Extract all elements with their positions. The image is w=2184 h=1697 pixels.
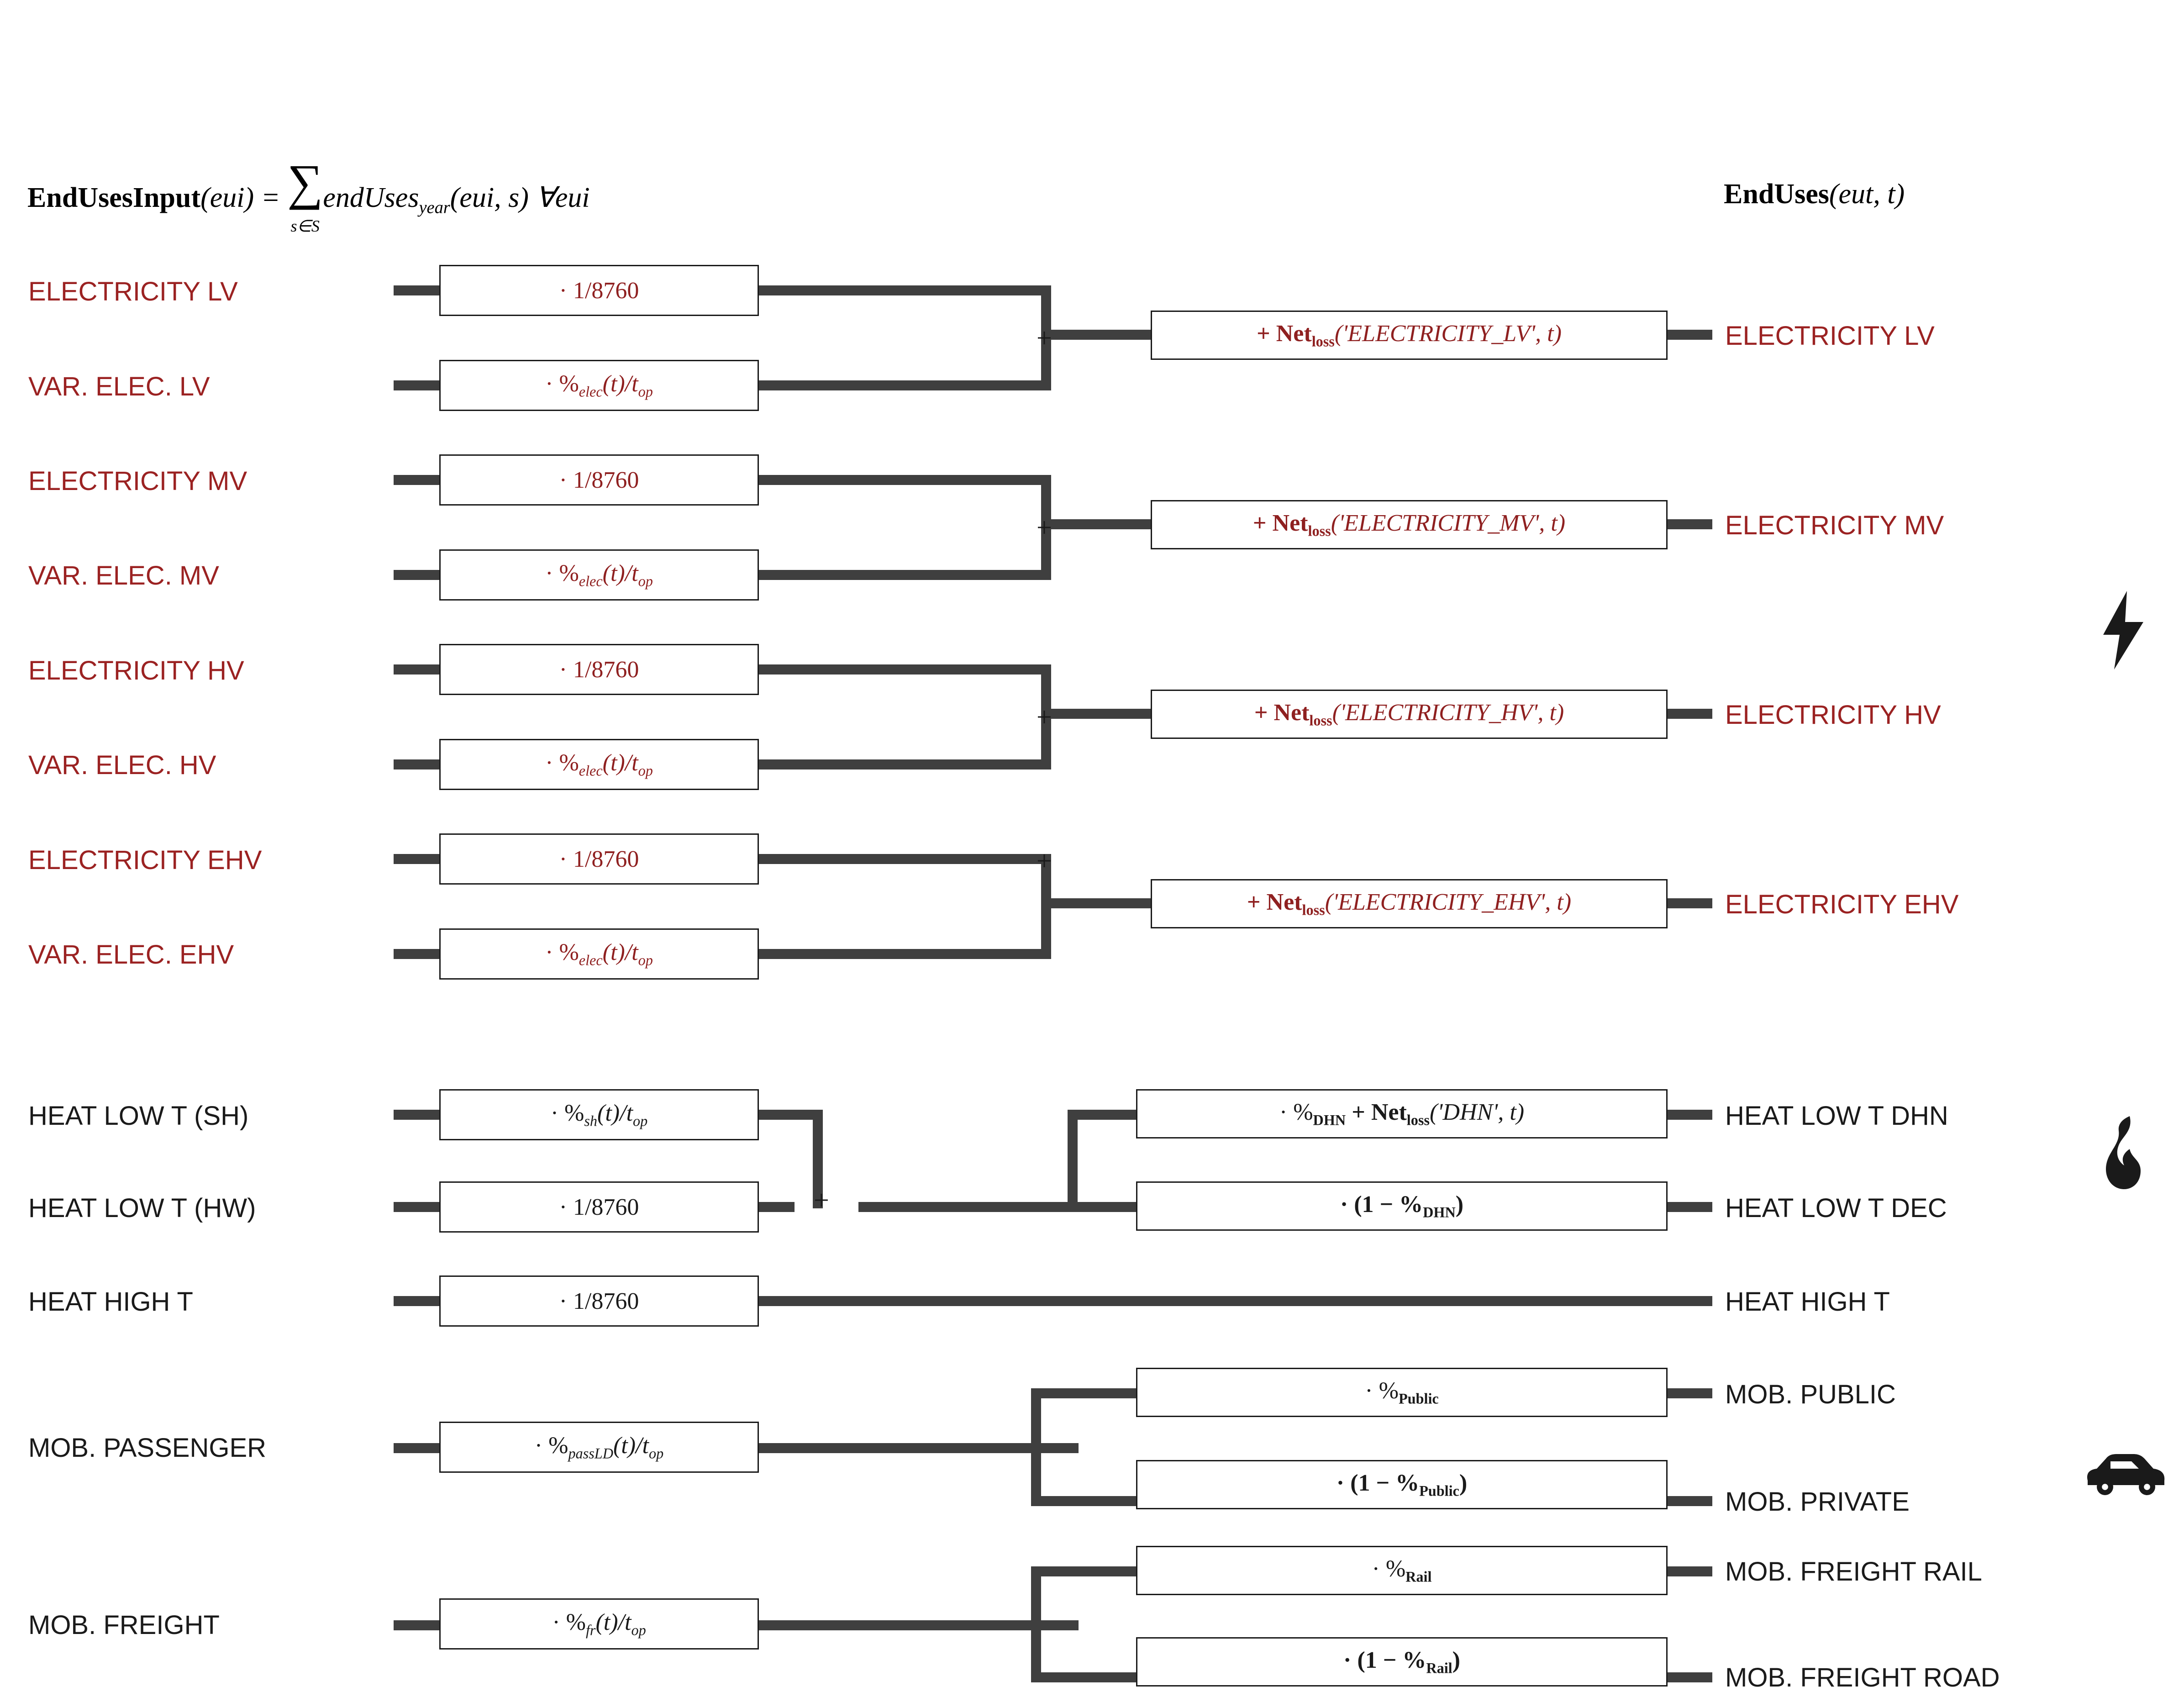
factor-text: · $\%_{passLD}(t)/t_{op}$ <box>534 1433 664 1462</box>
connector-stub <box>394 854 439 864</box>
factor-box-electricity-hv[interactable] <box>439 644 759 695</box>
split-box-mob-freight-rail[interactable] <box>1136 1546 1668 1595</box>
factor-text: · 1/8760 <box>559 846 639 872</box>
connector-stub <box>1668 1672 1712 1682</box>
connector-stub <box>1668 898 1712 908</box>
connector-stub <box>1078 898 1151 908</box>
connector-run <box>759 1202 795 1212</box>
input-label-mob-passenger: MOB. PASSENGER <box>28 1433 267 1463</box>
input-label-electricity-mv: ELECTRICITY MV <box>28 466 247 496</box>
output-label-electricity-hv: ELECTRICITY HV <box>1725 700 1941 730</box>
netloss-box-electricity-ehv[interactable] <box>1151 879 1668 928</box>
factor-box-var-elec-hv[interactable] <box>439 739 759 790</box>
connector-split-bottom <box>1068 1202 1136 1212</box>
plus-sign-heat: + <box>814 1185 829 1215</box>
connector-merge-out <box>1041 898 1078 908</box>
factor-box-var-elec-mv[interactable] <box>439 549 759 601</box>
plus-sign-lv: + <box>1037 323 1052 353</box>
connector-split <box>1031 1388 1041 1506</box>
connector-run <box>759 854 1051 864</box>
left-header-name: EndUsesInput <box>27 182 201 214</box>
connector-stub <box>1668 1566 1712 1576</box>
right-header-title <box>1724 178 1905 211</box>
connector-split-bottom <box>1031 1672 1136 1682</box>
plus-sign-mv: + <box>1037 512 1052 543</box>
connector-stub <box>394 759 439 769</box>
connector-run <box>759 380 1051 390</box>
split-box-heat-low-t-dec[interactable] <box>1136 1181 1668 1231</box>
factor-text: · $\%_{fr}(t)/t_{op}$ <box>552 1609 646 1639</box>
connector-stub <box>1668 1496 1712 1506</box>
output-label-heat-low-t-dhn: HEAT LOW T DHN <box>1725 1101 1948 1131</box>
connector-split-top <box>1068 1110 1136 1120</box>
connector-run <box>759 664 1051 675</box>
right-header-name: EndUses <box>1724 179 1829 210</box>
output-label-mob-private: MOB. PRIVATE <box>1725 1487 1910 1517</box>
factor-text: · $\%_{elec}(t)/t_{op}$ <box>545 560 653 590</box>
connector-stub <box>394 1296 439 1306</box>
input-label-var-elec-hv: VAR. ELEC. HV <box>28 750 216 780</box>
plus-sign-hv: + <box>1037 702 1052 732</box>
connector-stub <box>1668 1110 1712 1120</box>
connector-stub <box>1668 709 1712 719</box>
netloss-text: + Net$_{loss}$('ELECTRICITY_HV', t) <box>1254 700 1564 729</box>
split-formula-text: · $\%_{DHN} + Net_{loss}('DHN'$, t) <box>1279 1099 1525 1128</box>
output-label-heat-high-t: HEAT HIGH T <box>1725 1287 1890 1317</box>
factor-box-var-elec-ehv[interactable] <box>439 928 759 980</box>
right-header-arg: (eut, t) <box>1829 179 1905 210</box>
factor-box-electricity-ehv[interactable] <box>439 833 759 885</box>
netloss-text: + Net$_{loss}$('ELECTRICITY_EHV', t) <box>1247 889 1572 918</box>
connector-stub <box>1668 1388 1712 1398</box>
factor-box-electricity-lv[interactable] <box>439 265 759 316</box>
connector-split <box>1031 1566 1041 1682</box>
split-box-mob-freight-road[interactable] <box>1136 1637 1668 1686</box>
output-label-heat-low-t-dec: HEAT LOW T DEC <box>1725 1193 1947 1223</box>
output-label-electricity-ehv: ELECTRICITY EHV <box>1725 890 1959 919</box>
split-formula-text: · $(1 - \%_{Rail})$ <box>1343 1647 1460 1676</box>
lightning-bolt-icon <box>2096 589 2151 674</box>
netloss-text: + Net$_{loss}$('ELECTRICITY_MV', t) <box>1253 510 1566 539</box>
connector-stub <box>394 1443 439 1453</box>
netloss-text: + Net$_{loss}$('ELECTRICITY_LV', t) <box>1257 321 1562 350</box>
input-label-heat-low-t-sh: HEAT LOW T (SH) <box>28 1101 249 1131</box>
netloss-box-electricity-mv[interactable] <box>1151 500 1668 549</box>
output-label-electricity-lv: ELECTRICITY LV <box>1725 321 1935 351</box>
output-label-electricity-mv: ELECTRICITY MV <box>1725 511 1944 540</box>
split-box-heat-low-t-dhn[interactable] <box>1136 1089 1668 1138</box>
input-label-var-elec-ehv: VAR. ELEC. EHV <box>28 940 234 970</box>
connector-run <box>759 759 1051 769</box>
connector-stub <box>394 1110 439 1120</box>
factor-box-heat-low-t-sh[interactable] <box>439 1089 759 1140</box>
split-formula-text: · $\%_{Public}$ <box>1365 1378 1439 1407</box>
factor-text: · 1/8760 <box>559 1194 639 1220</box>
connector-stub <box>1668 330 1712 340</box>
factor-box-var-elec-lv[interactable] <box>439 360 759 411</box>
split-box-mob-private[interactable] <box>1136 1460 1668 1509</box>
factor-box-mob-passenger[interactable] <box>439 1422 759 1473</box>
output-label-mob-public: MOB. PUBLIC <box>1725 1380 1896 1409</box>
sum-body-tail: (eui, s) ∀eui <box>450 182 590 214</box>
left-header-arg: (eui) = <box>200 182 287 214</box>
car-icon <box>2082 1448 2169 1500</box>
connector-stub <box>394 380 439 390</box>
connector-run <box>858 1202 1078 1212</box>
flame-icon <box>2100 1114 2155 1194</box>
factor-box-mob-freight[interactable] <box>439 1598 759 1650</box>
connector-stub <box>394 570 439 580</box>
connector-split <box>1068 1110 1078 1212</box>
factor-box-heat-low-t-hw[interactable] <box>439 1181 759 1233</box>
input-label-electricity-ehv: ELECTRICITY EHV <box>28 845 262 875</box>
factor-text: · 1/8760 <box>559 656 639 683</box>
summation-symbol: ∑ s∈S <box>287 154 323 235</box>
split-formula-text: · $\%_{Rail}$ <box>1372 1556 1432 1585</box>
connector-stub <box>1668 519 1712 529</box>
connector-stub <box>1078 330 1151 340</box>
connector-run-heat-high-t <box>759 1296 1712 1306</box>
connector-stub <box>394 949 439 959</box>
connector-stub <box>394 1620 439 1630</box>
connector-stub <box>394 285 439 295</box>
connector-split-top <box>1031 1566 1136 1576</box>
connector-split-top <box>1031 1388 1136 1398</box>
factor-box-heat-high-t[interactable] <box>439 1275 759 1327</box>
factor-text: · 1/8760 <box>559 277 639 304</box>
output-label-mob-freight-rail: MOB. FREIGHT RAIL <box>1725 1557 1982 1586</box>
connector-run <box>759 570 1051 580</box>
factor-box-electricity-mv[interactable] <box>439 454 759 506</box>
factor-text: · 1/8760 <box>559 1288 639 1314</box>
connector-run <box>759 285 1051 295</box>
connector-run <box>759 475 1051 485</box>
input-label-heat-high-t: HEAT HIGH T <box>28 1287 193 1317</box>
factor-text: · 1/8760 <box>559 467 639 493</box>
connector-stub <box>1668 1202 1712 1212</box>
connector-run <box>759 1620 1079 1630</box>
connector-stub <box>1078 519 1151 529</box>
input-label-electricity-lv: ELECTRICITY LV <box>28 277 238 306</box>
input-label-heat-low-t-hw: HEAT LOW T (HW) <box>28 1193 256 1223</box>
connector-stub <box>394 664 439 675</box>
split-formula-text: · $(1 - \%_{DHN})$ <box>1340 1191 1464 1221</box>
split-box-mob-public[interactable] <box>1136 1368 1668 1417</box>
plus-sign-ehv: + <box>1037 846 1052 876</box>
connector-stub <box>1078 709 1151 719</box>
connector-run <box>759 949 1051 959</box>
sum-body: endUses <box>323 182 419 214</box>
split-formula-text: · $(1 - \%_{Public})$ <box>1336 1470 1468 1499</box>
input-label-mob-freight: MOB. FREIGHT <box>28 1610 220 1640</box>
left-header-formula <box>27 154 590 239</box>
factor-text: · $\%_{elec}(t)/t_{op}$ <box>545 750 653 779</box>
sum-body-sub: year <box>419 198 450 217</box>
factor-text: · $\%_{sh}(t)/t_{op}$ <box>550 1100 648 1129</box>
connector-stub <box>394 475 439 485</box>
factor-text: · $\%_{elec}(t)/t_{op}$ <box>545 371 653 400</box>
connector-stub <box>394 1202 439 1212</box>
output-label-mob-freight-road: MOB. FREIGHT ROAD <box>1725 1663 2000 1692</box>
input-label-var-elec-lv: VAR. ELEC. LV <box>28 372 210 401</box>
factor-text: · $\%_{elec}(t)/t_{op}$ <box>545 939 653 969</box>
input-label-var-elec-mv: VAR. ELEC. MV <box>28 561 219 590</box>
input-label-electricity-hv: ELECTRICITY HV <box>28 656 244 685</box>
netloss-box-electricity-lv[interactable] <box>1151 311 1668 360</box>
connector-run <box>759 1443 1079 1453</box>
netloss-box-electricity-hv[interactable] <box>1151 690 1668 739</box>
connector-split-bottom <box>1031 1496 1136 1506</box>
